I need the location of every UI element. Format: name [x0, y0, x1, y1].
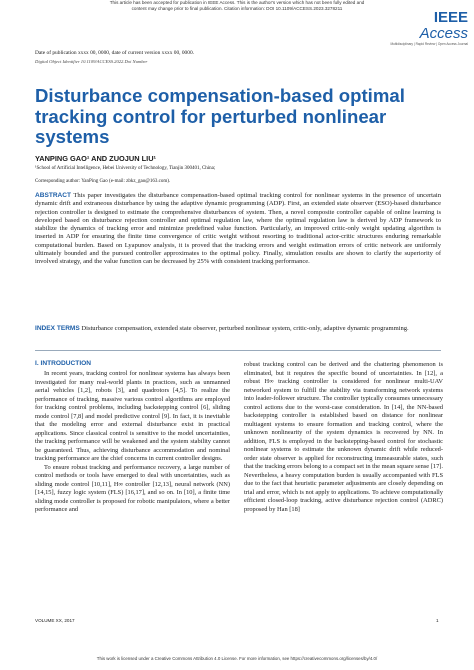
abstract — [35, 192, 441, 266]
index-terms-text: Disturbance compensation, extended state observer, perturbed nonlinear system, critic-only, adaptive dynamic programming. — [81, 325, 409, 332]
index-terms — [35, 325, 441, 333]
index-terms-label: INDEX TERMS — [35, 325, 80, 332]
intro-paragraph-3: robust tracking control can be derived and the chattering phenomenon is eliminated, but it requires the specific bound of uncertainties. In [12], a robust H∞ tracking controller is considered for nonlinear multi-UAV networked system to fulfill the stability via transforming network systems into leader-follower structure. The controller typically consumes unnecessary control actions due to the worst-case consideration. In [14], the NN-based backstepping controller is established based on distance for nonlinear multiagent systems to ensure formation and tracking control, where the unknown nonlinearity of the system dynamics is recovered by NN. In addition, FLS is employed in the backstepping-based control for stochastic nonlinear systems to estimate the unknown dynamic drift while reduced-order state observer is applied for reconstructing immeasurable states, such that the tracking errors belong to a compact set in the mean square sense [17]. Nevertheless, a heavy computation burden is usually accompanied with FLS due to the fact that heuristic parameter adjustments are closely depending on trial and error, which is not apply to applications. To achieve computationally efficient closed-loop tracking, active disturbance rejection control (ADRC) proposed by Han [18] — [244, 361, 443, 513]
right-column — [244, 361, 443, 514]
affiliation: ¹School of Artificial Intelligence, Hebei University of Technology, Tianjin 300401, China; — [35, 166, 216, 171]
intro-paragraph-2: To ensure robust tracking and performance recovery, a large number of control methods or tools have emerged to deal with uncertainties, such as sliding mode control [10,11], H∞ controller [12,13], neural network (NN) [14,15], fuzzy logic system (FLS) [16,17], and so on. In [10], a finite time sliding mode controller is proposed for robotic manipulators, where a better performance and — [35, 463, 230, 513]
volume-footer: VOLUME XX, 2017 — [35, 618, 75, 623]
notice-line-2: content may change prior to final publication. Citation information: DOI 10.1109/ACCESS.2023.3278211 — [131, 6, 343, 12]
intro-heading: I. INTRODUCTION — [35, 360, 92, 367]
ieee-access-logo — [388, 10, 468, 46]
publication-date: Date of publication xxxx 00, 0000, date of current version xxxx 00, 0000. — [35, 50, 194, 56]
logo-access-text: Access — [419, 25, 468, 42]
paper-title: Disturbance compensation-based optimal tracking control for perturbed nonlinear systems — [35, 85, 405, 147]
left-column — [35, 370, 230, 515]
logo-ieee-text: IEEE — [433, 9, 468, 26]
logo-tagline: Multidisciplinary | Rapid Review | Open Access Journal — [390, 42, 468, 46]
license-footer: This work is licensed under a Creative Commons Attribution 4.0 License. For more information, see https://creativecommons.org/licenses/by/4.0/ — [96, 656, 378, 661]
section-divider — [35, 350, 441, 351]
doi-line: Digital Object Identifier 10.1109/ACCESS.2022.Doi Number — [35, 59, 148, 64]
intro-paragraph-1: In recent years, tracking control for nonlinear systems has always been investigated for many real-world plants in practices, such as unmanned aerial vehicles [1,2], robots [3], and quadrotors [4,5]. To realize the performance of tracking, massive various control algorithms are employed for tracking control problems, including backstepping control [6], sliding mode control [7,8] and model predictive control [9]. In fact, it is inevitable that the modeling error and external disturbance exist in practical applications. Since classical control is sensitive to the model uncertainties, the tracking performance will be weakened and the system stability cannot be guaranteed. Thus, achieving disturbance accommodation and nominal tracking performance are the chief concerns in current controller designs. — [35, 370, 230, 462]
notice-line-1: This article has been accepted for publication in IEEE Access. This is the author's version which has not been fully edited and — [109, 0, 365, 5]
abstract-text: This paper investigates the disturbance compensation-based optimal tracking control for nonlinear systems in the presence of uncertain dynamic drift and extraneous disturbance by using the adaptive dynamic programming (ADP). First, an extended state observer (ESO)-based disturbance rejection controller is designed to estimate the comprehensive disturbances of system. Then, a novel composite controller capable of online learning is developed based on disturbance rejection controller and optimal regulation law, where the optimal regulation law is derived by ADP framework to stabilize the dynamics of tracking error and minimize predefined value function. Particularly, an improved critic-only weight updating algorithm is inserted in ADP for ensuring the finite time convergence of critic weight without resorting to traditional actor-critic structures enduring remarkable computational burden. Based on Lyapunov analysis, it is proved that the tracking errors and weight estimation errors of critic network are uniformly ultimately bounded and the pursued controller approximates to the optimal policy. Finally, simulation results are shown to clarify the superiority of involved strategy, and the value function can be decreased by 25% with consistent tracking performance. — [35, 192, 441, 265]
author-list: YANPING GAO¹ AND ZUOJUN LIU¹ — [35, 154, 156, 163]
abstract-label: ABSTRACT — [35, 192, 72, 199]
page-number: 1 — [436, 618, 439, 623]
corresponding-author: Corresponding author: YanPing Gao (e-mail: zbkz_gao@163.com). — [35, 179, 171, 184]
